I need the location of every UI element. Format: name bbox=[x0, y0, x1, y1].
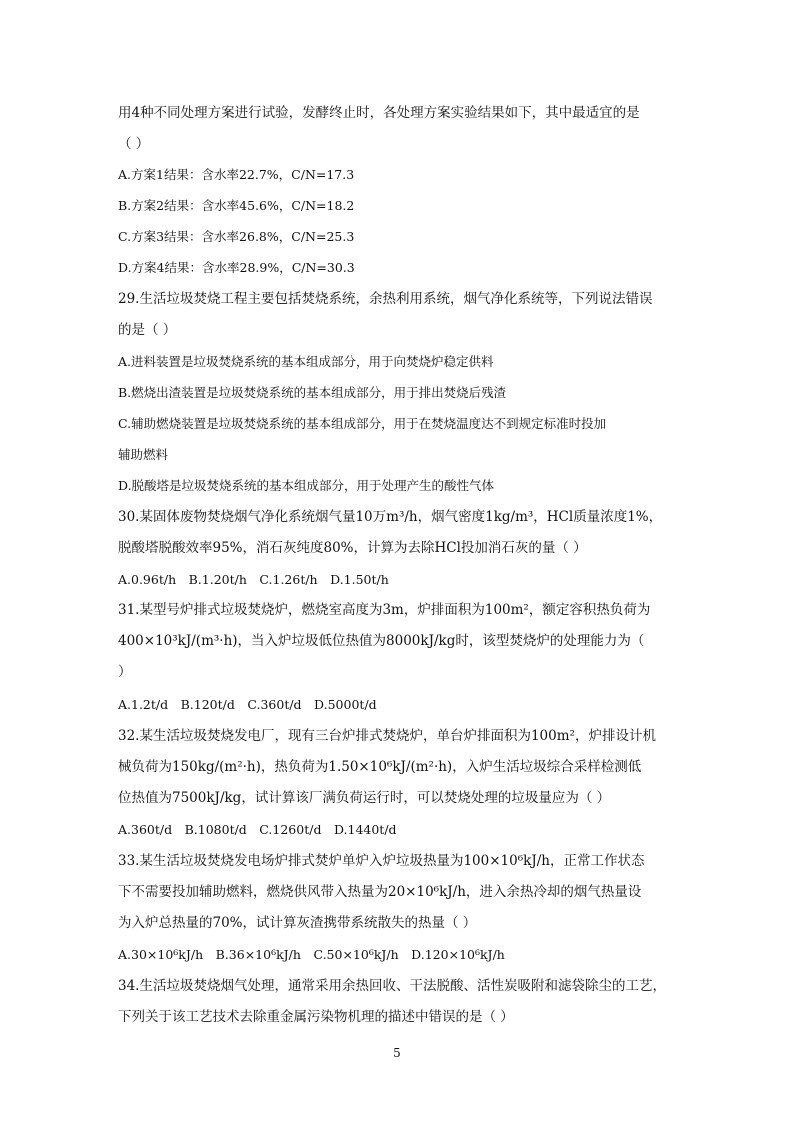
question-29-option-c-cont: 辅助燃料 bbox=[118, 447, 169, 462]
question-31-options: A.1.2t/d B.120t/d C.360t/d D.5000t/d bbox=[118, 697, 377, 712]
question-29-option-d: D.脱酸塔是垃圾焚烧系统的基本组成部分，用于处理产生的酸性气体 bbox=[118, 478, 495, 493]
question-29-option-c: C.辅助燃烧装置是垃圾焚烧系统的基本组成部分，用于在焚烧温度达不到规定标准时投加 bbox=[118, 416, 607, 431]
question-31-stem: 31.某型号炉排式垃圾焚烧炉，燃烧室高度为3m，炉排面积为100m²，额定容积热负荷为 bbox=[118, 602, 651, 618]
question-32-stem: 32.某生活垃圾焚烧发电厂，现有三台炉排式焚烧炉，单台炉排面积为100m²，炉排设计机 bbox=[118, 728, 656, 744]
question-33-stem-cont-1: 下不需要投加辅助燃料，燃烧供风带入热量为20×10⁶kJ/h，进入余热冷却的烟气热量设 bbox=[118, 884, 642, 900]
question-33-stem: 33.某生活垃圾焚烧发电场炉排式焚炉单炉入炉垃圾热量为100×10⁶kJ/h，正常工作状态 bbox=[118, 853, 645, 869]
question-33-stem-cont-2: 为入炉总热量的70%，试计算灰渣携带系统散失的热量（ ） bbox=[118, 915, 477, 931]
question-28-option-c: C.方案3结果：含水率26.8%，C/N=25.3 bbox=[118, 229, 355, 244]
question-28-stem: 用4种不同处理方案进行试验，发酵终止时，各处理方案实验结果如下，其中最适宜的是 bbox=[118, 105, 640, 121]
question-32-options: A.360t/d B.1080t/d C.1260t/d D.1440t/d bbox=[118, 822, 397, 837]
question-29-stem-cont: 的是（ ） bbox=[118, 322, 177, 338]
question-30-stem-cont: 脱酸塔脱酸效率95%，消石灰纯度80%，计算为去除HCl投加消石灰的量（ ） bbox=[118, 540, 587, 556]
question-30-stem: 30.某固体废物焚烧烟气净化系统烟气量10万m³/h，烟气密度1kg/m³，HCl质量浓度1%， bbox=[118, 509, 663, 525]
page-number: 5 bbox=[393, 1046, 401, 1060]
question-28-option-a: A.方案1结果：含水率22.7%，C/N=17.3 bbox=[118, 167, 355, 182]
question-31-bracket: ） bbox=[118, 664, 132, 680]
question-29-option-b: B.燃烧出渣装置是垃圾焚烧系统的基本组成部分，用于排出焚烧后残渣 bbox=[118, 385, 507, 400]
question-30-options: A.0.96t/h B.1.20t/h C.1.26t/h D.1.50t/h bbox=[118, 572, 389, 587]
question-28-option-d: D.方案4结果：含水率28.9%，C/N=30.3 bbox=[118, 260, 355, 275]
question-28-bracket: （ ） bbox=[118, 136, 150, 152]
question-29-stem: 29.生活垃圾焚烧工程主要包括焚烧系统，余热利用系统，烟气净化系统等，下列说法错误 bbox=[118, 291, 653, 307]
question-34-stem-cont: 下列关于该工艺技术去除重金属污染物机理的描述中错误的是（ ） bbox=[118, 1009, 514, 1025]
question-33-options: A.30×10⁶kJ/h B.36×10⁶kJ/h C.50×10⁶kJ/h D.120×10⁶kJ/h bbox=[118, 947, 505, 962]
question-31-stem-cont: 400×10³kJ/(m³·h)，当入炉垃圾低位热值为8000kJ/kg时，该型焚烧炉的处理能力为（ bbox=[118, 633, 645, 649]
question-32-stem-cont-1: 械负荷为150kg/(m²·h)，热负荷为1.50×10⁶kJ/(m²·h)，入炉生活垃圾综合采样检测低 bbox=[118, 759, 642, 775]
question-34-stem: 34.生活垃圾焚烧烟气处理，通常采用余热回收、干法脱酸、活性炭吸附和滤袋除尘的工艺， bbox=[118, 978, 666, 994]
question-28-option-b: B.方案2结果：含水率45.6%，C/N=18.2 bbox=[118, 198, 355, 213]
question-29-option-a: A.进料装置是垃圾焚烧系统的基本组成部分，用于向焚烧炉稳定供料 bbox=[118, 354, 494, 369]
question-32-stem-cont-2: 位热值为7500kJ/kg，试计算该厂满负荷运行时，可以焚烧处理的垃圾量应为（ ） bbox=[118, 790, 611, 806]
